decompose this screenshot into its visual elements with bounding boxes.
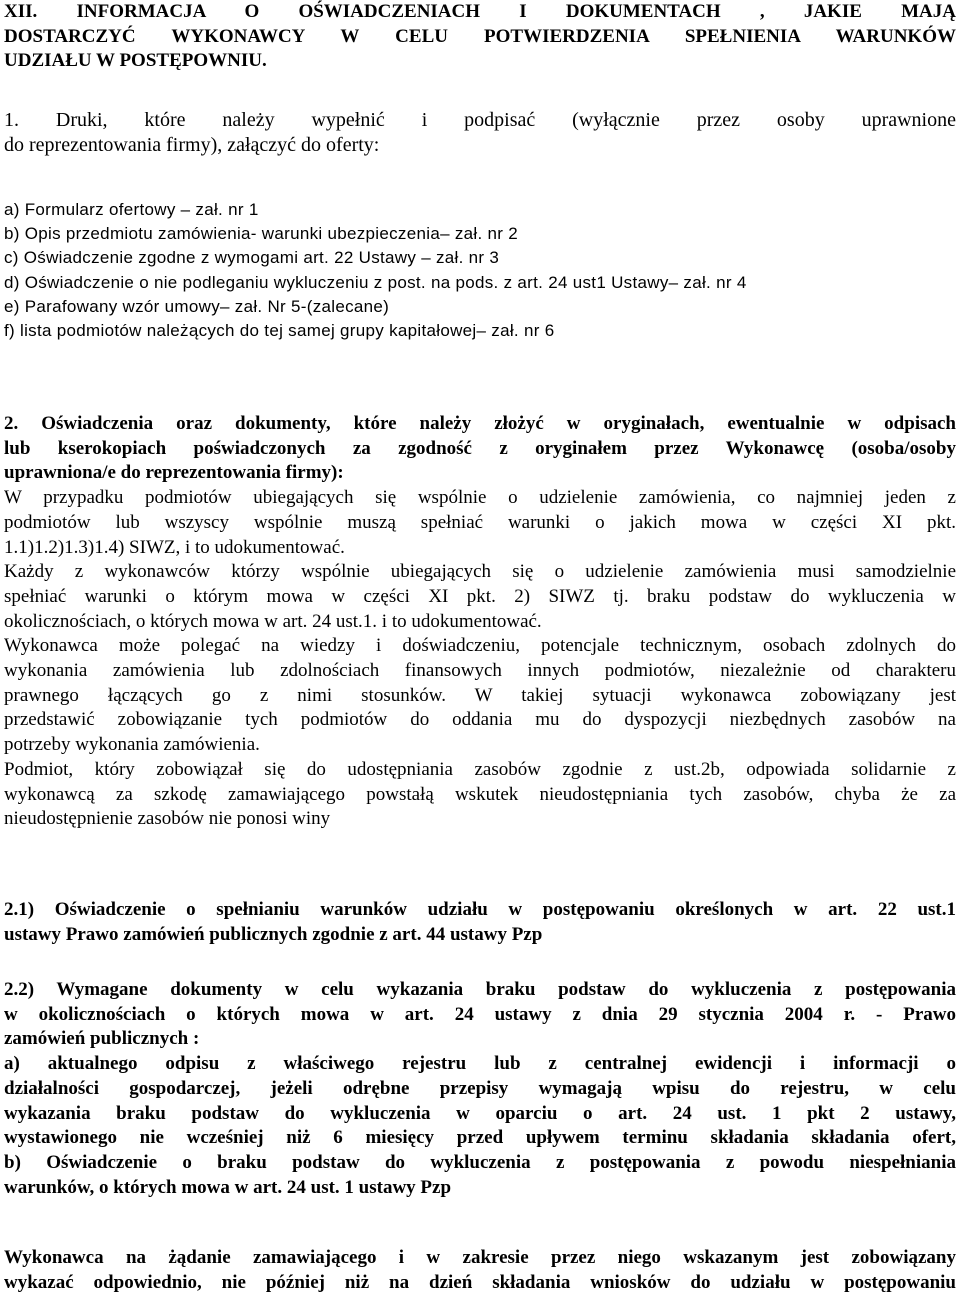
paragraph-each-contractor bbox=[4, 560, 956, 634]
attachment-list bbox=[4, 198, 956, 343]
section-2-heading bbox=[4, 412, 956, 486]
paragraph-line: podmiotów lub wszyscy wspólnie muszą spełniać warunki o jakich mowa w części XI pkt. bbox=[4, 511, 956, 533]
paragraph-line: 1.1)1.2)1.3)1.4) SIWZ, i to udokumentować. bbox=[4, 536, 345, 558]
paragraph-line: potrzeby wykonania zamówienia. bbox=[4, 734, 260, 756]
paragraph-line: wykonania zamówienia lub zdolnościach finansowych innych podmiotów, niezależnie od charakteru bbox=[4, 660, 956, 682]
closing-line-1: Wykonawca na żądanie zamawiającego i w zakresie przez niego wskazanym jest zobowiązany bbox=[4, 1247, 956, 1268]
list-item: d) Oświadczenie o nie podleganiu wykluczeniu z post. na pods. z art. 24 ust1 Ustawy– zał. nr 4 bbox=[4, 272, 747, 292]
section-2-2-line: wykazania braku podstaw do wykluczenia w oparciu o art. 24 ust. 1 pkt 2 ustawy, bbox=[4, 1102, 956, 1124]
paragraph-line: Wykonawca może polegać na wiedzy i doświadczeniu, potencjale technicznym, osobach zdolnych do bbox=[4, 635, 956, 657]
heading-line-1: XII. INFORMACJA O OŚWIADCZENIACH I DOKUMENTACH , JAKIE MAJĄ bbox=[4, 1, 956, 22]
list-item: b) Opis przedmiotu zamówienia- warunki ubezpieczenia– zał. nr 2 bbox=[4, 224, 519, 244]
paragraph-line: spełniać warunki o którym mowa w części XI pkt. 2) SIWZ tj. braku podstaw do wykluczenia w bbox=[4, 585, 956, 607]
list-item: f) lista podmiotów należących do tej samej grupy kapitałowej– zał. nr 6 bbox=[4, 321, 555, 341]
paragraph-line: Każdy z wykonawców którzy wspólnie ubiegających się o udzielenie zamówienia musi samodzielnie bbox=[4, 561, 956, 583]
section-2 bbox=[4, 412, 956, 832]
section-2-heading-line: lub kserokopiach poświadczonych za zgodność z oryginałem przez Wykonawcę (osoba/osoby bbox=[4, 437, 956, 459]
section-heading bbox=[4, 0, 956, 74]
paragraph-line: wykonawcą za szkodę zamawiającego powstałą wskutek nieudostępniania tych zasobów, chyba że za bbox=[4, 783, 956, 805]
paragraph-line: nieudostępnienie zasobów nie ponosi winy bbox=[4, 808, 331, 830]
section-2-2 bbox=[4, 978, 956, 1200]
heading-line-3: UDZIAŁU W POSTĘPOWNIU. bbox=[4, 50, 267, 72]
section-2-2-line: 2.2) Wymagane dokumenty w celu wykazania braku podstaw do wykluczenia z postępowania bbox=[4, 979, 956, 1000]
section-2-2-line: wystawionego nie wcześniej niż 6 miesięcy przed upływem terminu składania składania ofert, bbox=[4, 1127, 956, 1149]
section-2-2-line: a) aktualnego odpisu z właściwego rejestru lub z centralnej ewidencji i informacji o bbox=[4, 1053, 956, 1075]
paragraph-line: przedstawić zobowiązanie tych podmiotów do oddania mu do dyspozycji niezbędnych zasobów na bbox=[4, 709, 956, 731]
paragraph-line: W przypadku podmiotów ubiegających się wspólnie o udzielenie zamówienia, co najmniej jeden z bbox=[4, 487, 956, 509]
paragraph-joint-liability bbox=[4, 758, 956, 832]
paragraph-line: prawnego łączących go z nimi stosunków. W takiej sytuacji wykonawca zobowiązany jest bbox=[4, 684, 956, 706]
section-2-2-line: działalności gospodarczej, jeżeli odrębne przepisy wymagają wpisu do rejestru, w celu bbox=[4, 1077, 956, 1099]
paragraph-joint-bidders bbox=[4, 486, 956, 560]
section-2-2-line: w okolicznościach o których mowa w art. 24 ustawy z dnia 29 stycznia 2004 r. - Prawo bbox=[4, 1003, 956, 1025]
section-2-1-line-1: 2.1) Oświadczenie o spełnianiu warunków udziału w postępowaniu określonych w art. 22 ust.1 bbox=[4, 899, 956, 920]
section-2-2-line: zamówień publicznych : bbox=[4, 1028, 200, 1050]
list-item: e) Parafowany wzór umowy– zał. Nr 5-(zalecane) bbox=[4, 296, 390, 316]
section-2-1-line-2: ustawy Prawo zamówień publicznych zgodnie z art. 44 ustawy Pzp bbox=[4, 923, 543, 945]
section-1-line-2: do reprezentowania firmy), załączyć do oferty: bbox=[4, 133, 380, 156]
heading-line-2: DOSTARCZYĆ WYKONAWCY W CELU POTWIERDZENIA SPEŁNIENIA WARUNKÓW bbox=[4, 25, 956, 47]
section-2-heading-line: uprawniona/e do reprezentowania firmy): bbox=[4, 462, 344, 484]
section-2-heading-line: 2. Oświadczenia oraz dokumenty, które należy złożyć w oryginałach, ewentualnie w odpisach bbox=[4, 413, 956, 434]
list-item: c) Oświadczenie zgodne z wymogami art. 22 Ustawy – zał. nr 3 bbox=[4, 248, 500, 268]
paragraph-line: Podmiot, który zobowiązał się do udostępniania zasobów zgodnie z ust.2b, odpowiada solidarnie z bbox=[4, 758, 956, 780]
closing-line-2: wykazać odpowiednio, nie później niż na dzień składania wniosków do udziału w postępowaniu bbox=[4, 1271, 956, 1293]
section-2-1 bbox=[4, 898, 956, 947]
closing-paragraph bbox=[4, 1246, 956, 1295]
paragraph-third-party-resources bbox=[4, 634, 956, 758]
section-1-line-1: 1. Druki, które należy wypełnić i podpisać (wyłącznie przez osoby uprawnione bbox=[4, 109, 956, 131]
section-1-intro bbox=[4, 108, 956, 157]
paragraph-line: okolicznościach, o których mowa w art. 24 ust.1. i to udokumentować. bbox=[4, 610, 542, 632]
list-item: a) Formularz ofertowy – zał. nr 1 bbox=[4, 200, 259, 219]
section-2-2-line: b) Oświadczenie o braku podstaw do wykluczenia z postępowania z powodu niespełniania bbox=[4, 1151, 956, 1173]
section-2-2-line: warunków, o których mowa w art. 24 ust. 1 ustawy Pzp bbox=[4, 1176, 452, 1198]
